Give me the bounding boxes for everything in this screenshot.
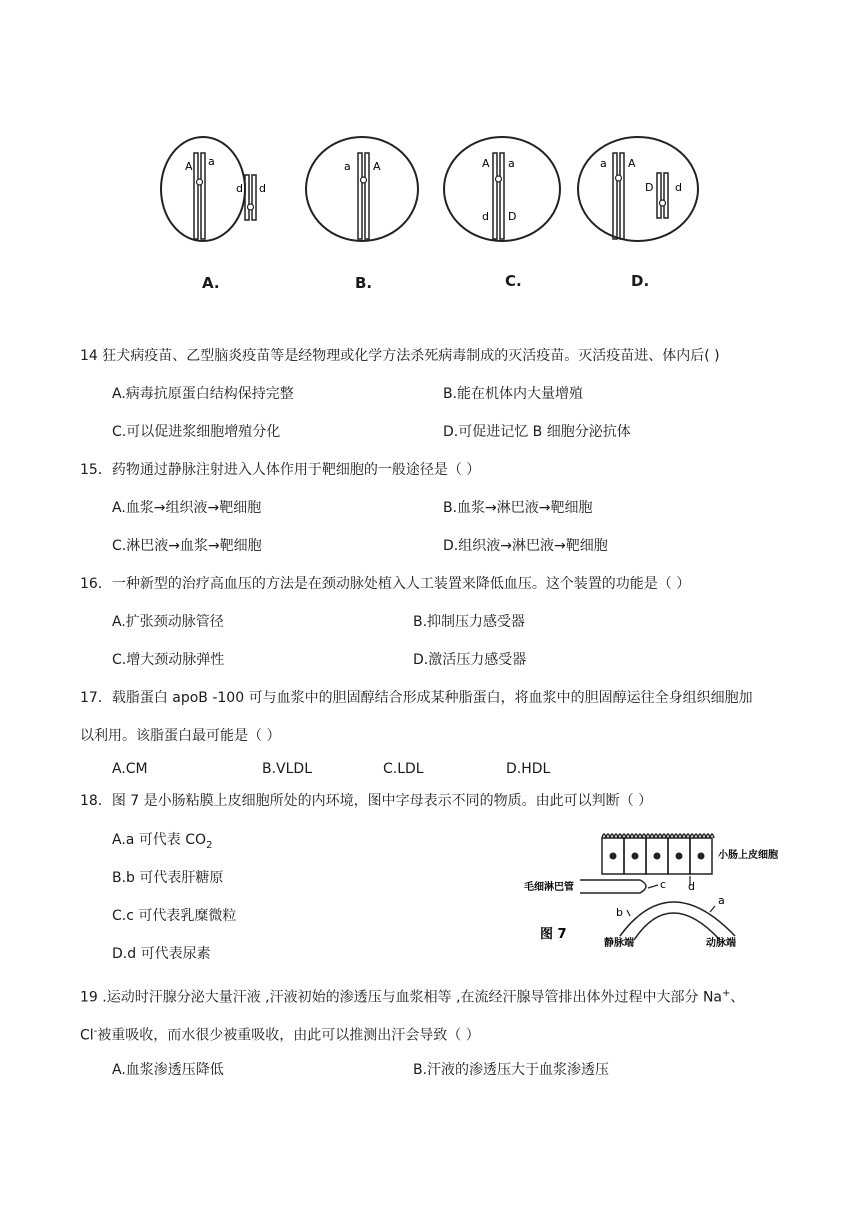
label-c-1: A: [482, 157, 490, 170]
cell-d: [578, 137, 698, 241]
q14-option-d: D.可促进记忆 B 细胞分泌抗体: [443, 424, 631, 440]
caption-b: B.: [355, 274, 373, 292]
label-d-3: D: [645, 181, 654, 194]
label-a-2: a: [208, 155, 215, 168]
fig7-lymph-label: 毛细淋巴管: [524, 882, 574, 893]
figure-7-diagram: [520, 828, 820, 953]
label-b-2: A: [373, 160, 381, 173]
fig7-epithelium-label: 小肠上皮细胞: [718, 850, 778, 861]
q18-option-c: C.c 可代表乳糜微粒: [112, 908, 237, 924]
label-c-4: D: [508, 210, 517, 223]
fig7-letter-a: a: [718, 894, 725, 907]
question-15-stem: 15．药物通过静脉注射进入人体作用于靶细胞的一般途径是（ ）: [80, 462, 481, 478]
co2-subscript: 2: [206, 839, 213, 851]
label-a-3: d: [236, 182, 243, 195]
caption-c: C.: [505, 272, 522, 290]
q14-option-c: C.可以促进浆细胞增殖分化: [112, 424, 281, 440]
chromosome-figure: [150, 135, 720, 260]
fig7-letter-d: d: [688, 880, 695, 893]
q18-option-a: [112, 830, 212, 856]
label-d-2: A: [628, 157, 636, 170]
fig7-artery-label: 动脉端: [706, 938, 736, 949]
q17-option-b: B.VLDL: [262, 761, 313, 777]
q16-option-b: B.抑制压力感受器: [413, 614, 526, 630]
label-c-2: a: [508, 157, 515, 170]
question-17-stem-line2: 以利用。该脂蛋白最可能是（ ）: [80, 728, 281, 744]
question-17-stem: 17．载脂蛋白 apoB -100 可与血浆中的胆固醇结合形成某种脂蛋白，将血浆中的胆固醇运往全身组织细胞加: [80, 690, 753, 706]
caption-d: D.: [631, 272, 650, 290]
q19-option-a: A.血浆渗透压降低: [112, 1062, 224, 1078]
q16-option-a: A.扩张颈动脉管径: [112, 614, 224, 630]
question-14-stem: 14 狂犬病疫苗、乙型脑炎疫苗等是经物理或化学方法杀死病毒制成的灭活疫苗。灭活疫苗进、体内后( ): [80, 348, 720, 364]
cell-b: [306, 137, 418, 241]
caption-a: A.: [202, 274, 220, 292]
q19-stem2-tail: 被重吸收，而水很少被重吸收，由此可以推测出汗会导致（ ）: [97, 1027, 480, 1044]
q18-option-a-text: A.a 可代表 CO: [112, 832, 207, 848]
question-18-stem: 18．图 7 是小肠粘膜上皮细胞所处的内环境，图中字母表示不同的物质。由此可以判断（ ）: [80, 793, 653, 809]
q15-option-c: C.淋巴液→血浆→靶细胞: [112, 538, 262, 554]
q16-option-d: D.激活压力感受器: [413, 652, 527, 668]
label-a-4: d: [259, 182, 266, 195]
label-d-4: d: [675, 181, 682, 194]
q17-option-d: D.HDL: [506, 761, 551, 777]
q19-option-b: B.汗液的渗透压大于血浆渗透压: [413, 1062, 610, 1078]
q18-option-d: D.d 可代表尿素: [112, 946, 211, 962]
question-19-stem-line2: [80, 1022, 480, 1046]
cl-symbol: Cl: [80, 1027, 94, 1044]
label-b-1: a: [344, 160, 351, 173]
fig7-letter-c: c: [660, 878, 667, 891]
fig7-letter-b: b: [616, 906, 623, 919]
cl-superscript: -: [93, 1026, 98, 1037]
fig7-title: 图 7: [540, 927, 567, 942]
q15-option-d: D.组织液→淋巴液→靶细胞: [443, 538, 608, 554]
label-a-1: A: [185, 160, 193, 173]
q15-option-b: B.血浆→淋巴液→靶细胞: [443, 500, 593, 516]
question-16-stem: 16．一种新型的治疗高血压的方法是在颈动脉处植入人工装置来降低血压。这个装置的功能是（ ）: [80, 576, 691, 592]
q17-option-c: C.LDL: [383, 761, 424, 777]
q19-stem-tail: 、: [730, 989, 745, 1006]
label-d-1: a: [600, 157, 607, 170]
blood-capillary: [620, 902, 735, 936]
cell-a: [161, 137, 266, 241]
fig7-vein-label: 静脉端: [604, 938, 634, 949]
q14-option-b: B.能在机体内大量增殖: [443, 386, 584, 402]
q16-option-c: C.增大颈动脉弹性: [112, 652, 225, 668]
q19-stem-text: 19 .运动时汗腺分泌大量汗液 ,汗液初始的渗透压与血浆相等 ,在流经汗腺导管排出体外过程中大部分 Na: [80, 989, 723, 1006]
label-c-3: d: [482, 210, 489, 223]
q15-option-a: A.血浆→组织液→靶细胞: [112, 500, 262, 516]
q18-option-b: B.b 可代表肝糖原: [112, 870, 224, 886]
q17-option-a: A.CM: [112, 761, 148, 777]
cell-c: [444, 137, 560, 241]
lymph-capillary: [580, 880, 646, 893]
na-superscript: +: [722, 988, 731, 999]
question-19-stem: [80, 984, 744, 1008]
q14-option-a: A.病毒抗原蛋白结构保持完整: [112, 386, 294, 402]
